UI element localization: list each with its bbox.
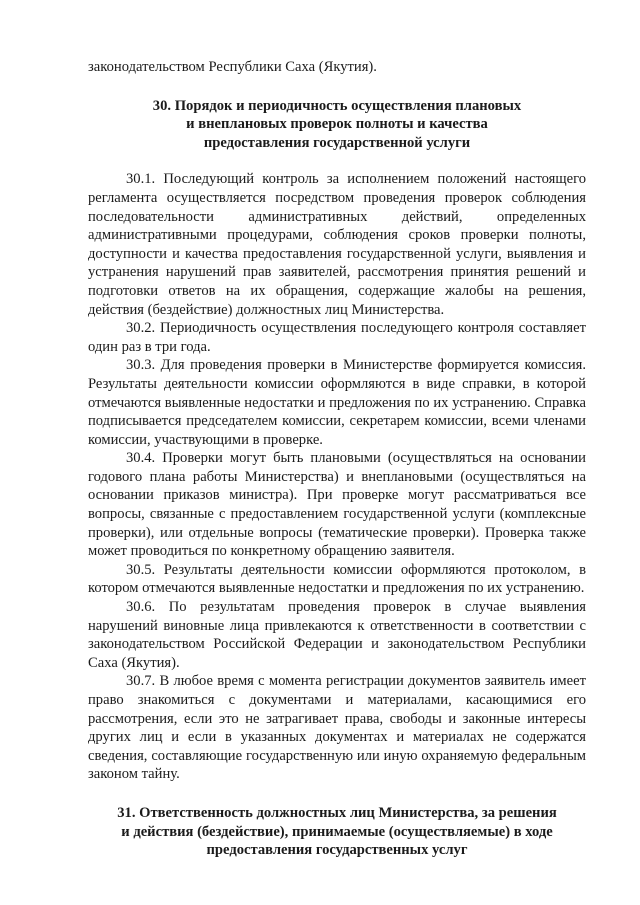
paragraph-30-6: 30.6. По результатам проведения проверок в случае выявления нарушений виновные лица привлекаются к ответственности в соответствии с законодательством Российской Федерации и законодательством Республики Саха (Якутия). [88,599,586,671]
paragraph-30-5: 30.5. Результаты деятельности комиссии оформляются протоколом, в котором отмечаются выявленные недостатки и предложения по их устранению. [88,561,586,597]
paragraph-30-7: 30.7. В любое время с момента регистрации документов заявитель имеет право знакомиться с документами и материалами, касающимися его рассмотрения, если это не затрагивает права, свободы и законные интересы других лиц и если в указанных документах и материалах не содержатся сведения, составляющие государственную или иную охраняемую федеральным законом тайну. [88,673,586,783]
section-31-title-line: 31. Ответственность должностных лиц Министерства, за решения [117,804,557,821]
section-30-title [88,97,586,153]
paragraph-30-3: 30.3. Для проведения проверки в Министерстве формируется комиссия. Результаты деятельности комиссии оформляются в виде справки, в которой отмечаются выявленные недостатки и предложения по их устранению. Справка подписывается председателем комиссии, секретарем комиссии, всеми членами комиссии, участвующими в проверке. [88,357,586,448]
section-31-title-line: и действия (бездействие), принимаемые (осуществляемые) в ходе [121,823,553,840]
paragraph-30-4: 30.4. Проверки могут быть плановыми (осуществляться на основании годового плана работы Министерства) и внеплановыми (осуществляться на основании приказов министра). При проверке могут рассматриваться все вопросы, связанные с предоставлением государственной услуги (комплексные проверки), или отдельные вопросы (тематические проверки). Проверка также может проводиться по конкретному обращению заявителя. [88,450,586,560]
section-31-title-line: предоставления государственных услуг [206,842,468,859]
section-30-title-line: 30. Порядок и периодичность осуществления плановых [152,97,522,114]
section-30-title-line: и внеплановых проверок полноты и качества [186,116,488,133]
section-30-title-line: предоставления государственной услуги [203,134,471,151]
paragraph-30-1: 30.1. Последующий контроль за исполнением положений настоящего регламента осуществляется посредством проведения проверок соблюдения последовательности административных действий, определенных административными процедурами, соблюдения сроков проверки полноты, доступности и качества предоставления государственной услуги, выявления и устранения нарушений прав заявителей, рассмотрения принятия решений и подготовки ответов на их обращения, содержащие жалобы на решения, действия (бездействие) должностных лиц Министерства. [88,171,586,318]
intro-line: законодательством Республики Саха (Якутия). [88,59,377,75]
section-31-title [88,804,586,860]
paragraph-30-2: 30.2. Периодичность осуществления последующего контроля составляет один раз в три года. [88,320,586,355]
